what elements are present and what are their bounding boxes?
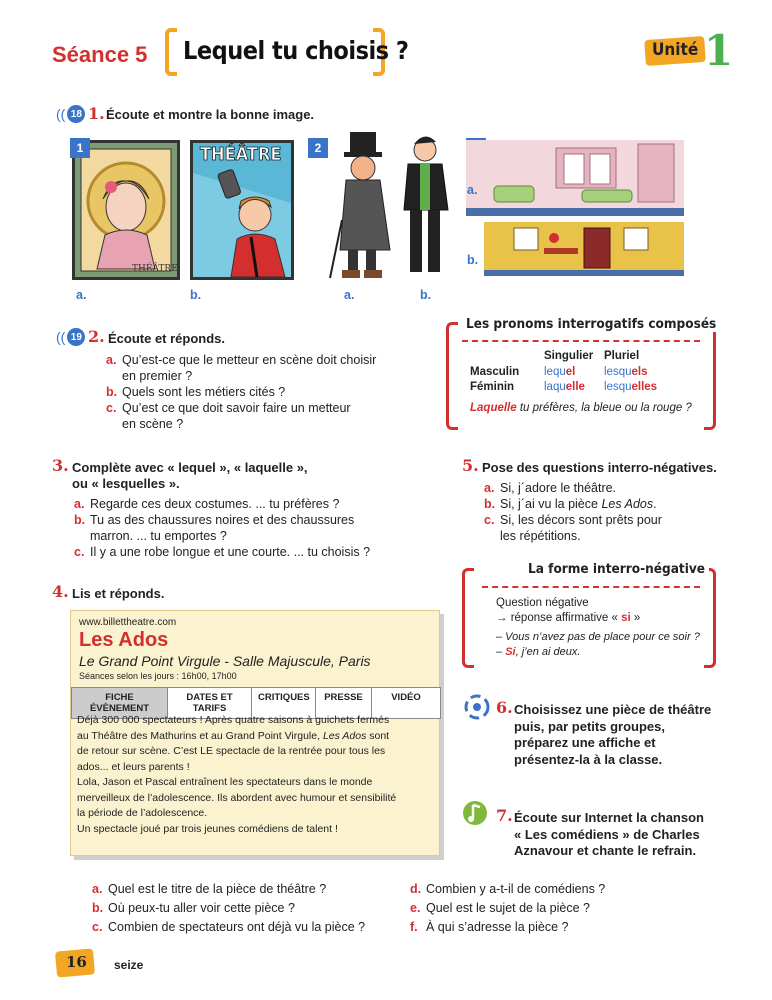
ticket-show-title: Les Ados	[79, 629, 169, 651]
ticket-url[interactable]: www.billettheatre.com	[79, 617, 177, 628]
item-text: Si, j´adore le théâtre.	[500, 481, 617, 495]
desc-line: Un spectacle joué par trois jeunes comédiens de talent !	[77, 822, 338, 835]
desc-line: la période de l’adolescence.	[77, 807, 208, 819]
audio-track-18[interactable]	[56, 105, 85, 123]
group-work-icon	[462, 694, 492, 720]
tab-critiques[interactable]: CRITIQUES	[252, 688, 316, 718]
q-text-cont: en scène ?	[122, 417, 184, 431]
ex4-title: Lis et réponds.	[72, 586, 165, 601]
ticket-venue: Le Grand Point Virgule - Salle Majuscule, Paris	[79, 653, 371, 669]
q-text: Qu’est ce que doit savoir faire un metteur	[122, 401, 351, 415]
ex3-number: 3.	[52, 456, 69, 475]
forme-answer-rule	[496, 612, 640, 624]
forme-box-left-bracket	[462, 568, 474, 668]
pronoms-feminin: Féminin	[470, 381, 515, 393]
pronoms-masculin: Masculin	[470, 366, 520, 378]
label-2b: b.	[420, 288, 432, 302]
pink-room-set-illustration	[466, 140, 684, 208]
track-number-badge: 18	[67, 105, 85, 123]
example-pronoun: Laquelle	[470, 402, 517, 414]
image-2-number-badge: 2	[308, 138, 328, 158]
q-letter: f.	[410, 920, 418, 934]
tab-presse[interactable]: PRESSE	[316, 688, 372, 718]
desc-text: sont	[366, 729, 390, 742]
pronoms-lesquels	[604, 366, 648, 378]
image-1-number-badge: 1	[70, 138, 90, 158]
ex4-questions-left	[92, 880, 392, 937]
sound-waves-icon: ((	[56, 329, 66, 345]
label-3a: a.	[467, 183, 478, 197]
ex7-line: Aznavour et chante le refrain.	[514, 843, 697, 858]
ex1-number: 1.	[88, 104, 105, 123]
q-text: Qu’est-ce que le metteur en scène doit choisir	[122, 353, 377, 367]
forme-question: Question négative	[496, 597, 589, 609]
unite-label: Unité	[652, 40, 699, 60]
ex7-line: Écoute sur Internet la chanson	[514, 810, 704, 825]
page-word: seize	[114, 958, 144, 972]
forme-example-2	[496, 646, 580, 658]
ex6-line: présentez-la à la classe.	[514, 751, 663, 767]
title-bracket-left	[165, 28, 177, 76]
item-text: Si, j´ai vu la pièce	[500, 497, 602, 511]
ex3-title-line2: ou « lesquelles ».	[72, 476, 180, 491]
label-1a: a.	[76, 288, 87, 302]
ending: el	[565, 366, 576, 378]
q-text: Quel est le sujet de la pièce ?	[426, 901, 590, 915]
desc-text: au Théâtre des Mathurins et au Grand Point Virgule,	[77, 729, 323, 742]
ex4-questions-right	[410, 880, 670, 937]
item-letter: c.	[484, 513, 495, 527]
label-2a: a.	[344, 288, 355, 302]
unite-number: 1	[704, 26, 734, 75]
answer-text: → réponse affirmative «	[496, 612, 622, 624]
tab-fiche-evenement[interactable]: FICHE ÉVÈNEMENT	[72, 688, 168, 718]
q-text: Quels sont les métiers cités ?	[122, 385, 286, 399]
seance-label: Séance 5	[52, 42, 148, 67]
page-number: 16	[66, 953, 87, 971]
ex3-items	[74, 496, 404, 560]
ex7-text	[514, 810, 704, 860]
example-rest: tu préfères, la bleue ou la rouge ?	[516, 402, 692, 414]
q-text: Quel est le titre de la pièce de théâtre ?	[108, 882, 327, 896]
item-letter: c.	[74, 545, 85, 559]
q-text-cont: en premier ?	[122, 369, 193, 383]
ex7-line: « Les comédiens » de Charles	[514, 826, 700, 842]
pronoms-example	[470, 402, 692, 414]
q-text: Combien y a-t-il de comédiens ?	[426, 882, 606, 896]
stem: lesqu	[604, 381, 632, 393]
dash: –	[496, 646, 506, 658]
q-letter: a.	[106, 353, 117, 367]
ex1-title: Écoute et montre la bonne image.	[106, 107, 315, 122]
example-rest: , j’en ai deux.	[515, 646, 581, 658]
pronoms-head-pluriel: Pluriel	[604, 350, 640, 362]
image-3b-set[interactable]	[484, 222, 684, 276]
pronoms-head-singulier: Singulier	[544, 350, 594, 362]
desc-line: Déjà 300 000 spectateurs ! Après quatre saisons à guichets fermés	[77, 714, 390, 726]
ex6-line: préparez une affiche et	[514, 735, 656, 750]
item-text: Regarde ces deux costumes. ... tu préfères ?	[90, 497, 340, 511]
music-note-icon	[462, 798, 488, 828]
page-title: Lequel tu choisis ?	[183, 36, 409, 65]
ex5-items	[484, 480, 724, 544]
pronoms-lesquelles	[604, 381, 657, 393]
ticket-description	[77, 713, 437, 837]
forme-example-1: – Vous n’avez pas de place pour ce soir ?	[496, 631, 700, 643]
item-letter: b.	[74, 513, 86, 527]
item-text: Il y a une robe longue et une courte. ... tu choisis ?	[90, 545, 371, 559]
desc-line: ados... et leurs parents !	[77, 760, 190, 773]
q-text: Où peux-tu aller voir cette pièce ?	[108, 901, 295, 915]
image-1-caption: THÉÂTRE	[132, 264, 178, 274]
ticket-webpage	[70, 610, 440, 856]
q-text: Combien de spectateurs ont déjà vu la pièce ?	[108, 920, 366, 934]
ex5-title: Pose des questions interro-négatives.	[482, 460, 717, 475]
desc-line: de retour sur scène. C’est LE spectacle de la rentrée pour tous les	[77, 745, 386, 757]
item-text: Si, les décors sont prêts pour	[500, 513, 662, 527]
item-title-italic: Les Ados	[601, 497, 654, 511]
ex5-number: 5.	[462, 456, 479, 475]
ex2-title: Écoute et réponds.	[108, 331, 226, 346]
example-si: Si	[505, 646, 516, 658]
tab-video[interactable]: VIDÉO	[391, 692, 421, 703]
desc-italic: Les Ados	[322, 729, 367, 742]
pronoms-dashed-rule	[462, 340, 700, 342]
q-letter: b.	[106, 385, 118, 399]
ex6-line: puis, par petits groupes,	[514, 718, 665, 734]
track-number-badge: 19	[67, 328, 85, 346]
q-text: À qui s’adresse la pièce ?	[426, 920, 569, 934]
stem: lequ	[544, 366, 566, 378]
ticket-seances: Séances selon les jours : 16h00, 17h00	[79, 671, 237, 681]
sound-waves-icon: ((	[56, 106, 66, 122]
label-3b: b.	[467, 253, 479, 267]
q-letter: c.	[106, 401, 117, 415]
desc-line	[77, 729, 437, 745]
yellow-room-set-illustration	[484, 222, 684, 270]
ex2-number: 2.	[88, 327, 105, 346]
ending: els	[631, 366, 648, 378]
stem: lesqu	[604, 366, 632, 378]
q-letter: d.	[410, 882, 422, 896]
q-letter: c.	[92, 920, 103, 934]
item-text: Tu as des chaussures noires et des chaussures	[90, 513, 355, 527]
pronoms-laquelle	[544, 381, 585, 393]
desc-line: merveilleux de l’adolescence. Ils abordent avec humour et sensibilité	[77, 791, 397, 804]
pronoms-box-left-bracket	[446, 322, 458, 430]
ex4-number: 4.	[52, 582, 69, 601]
image-2-caption: THÉÂTRE	[200, 144, 282, 165]
image-3a-set[interactable]	[466, 140, 684, 216]
tab-dates-tarifs[interactable]: DATES ET TARIFS	[168, 688, 252, 718]
art-nouveau-woman-illustration	[75, 143, 177, 277]
answer-si: si	[621, 612, 631, 624]
ending: elles	[631, 381, 658, 393]
item-letter: a.	[74, 497, 85, 511]
ex6-text	[514, 702, 711, 768]
item-text-cont: les répétitions.	[500, 529, 581, 543]
q-letter: e.	[410, 901, 421, 915]
audio-track-19[interactable]	[56, 328, 85, 346]
item-letter: b.	[484, 497, 496, 511]
item-text-cont: marron. ... tu emportes ?	[90, 529, 227, 543]
stem: laqu	[544, 381, 566, 393]
forme-box-right-bracket	[704, 568, 716, 668]
ex6-number: 6.	[496, 698, 513, 717]
answer-close: »	[630, 612, 641, 624]
desc-line: Lola, Jason et Pascal entraînent les spectateurs dans le monde	[77, 776, 373, 788]
item-letter: a.	[484, 481, 495, 495]
q-letter: a.	[92, 882, 103, 896]
ex6-line: Choisissez une pièce de théâtre	[514, 702, 712, 717]
q-letter: b.	[92, 901, 104, 915]
label-1b: b.	[190, 288, 202, 302]
ex7-number: 7.	[496, 806, 513, 825]
forme-dashed-rule	[482, 586, 700, 588]
ending: elle	[565, 381, 585, 393]
ex3-title-line1: Complète avec « lequel », « laquelle »,	[72, 460, 308, 475]
ex2-questions	[106, 352, 406, 432]
image-1-poster[interactable]	[72, 140, 180, 280]
pronoms-box-right-bracket	[704, 322, 716, 430]
image-2-two-men-illustration[interactable]	[310, 130, 460, 285]
forme-title: La forme interro-négative	[524, 561, 709, 577]
item-end: .	[653, 497, 657, 511]
pronoms-lequel	[544, 366, 575, 378]
pronoms-title: Les pronoms interrogatifs composés	[462, 316, 720, 332]
